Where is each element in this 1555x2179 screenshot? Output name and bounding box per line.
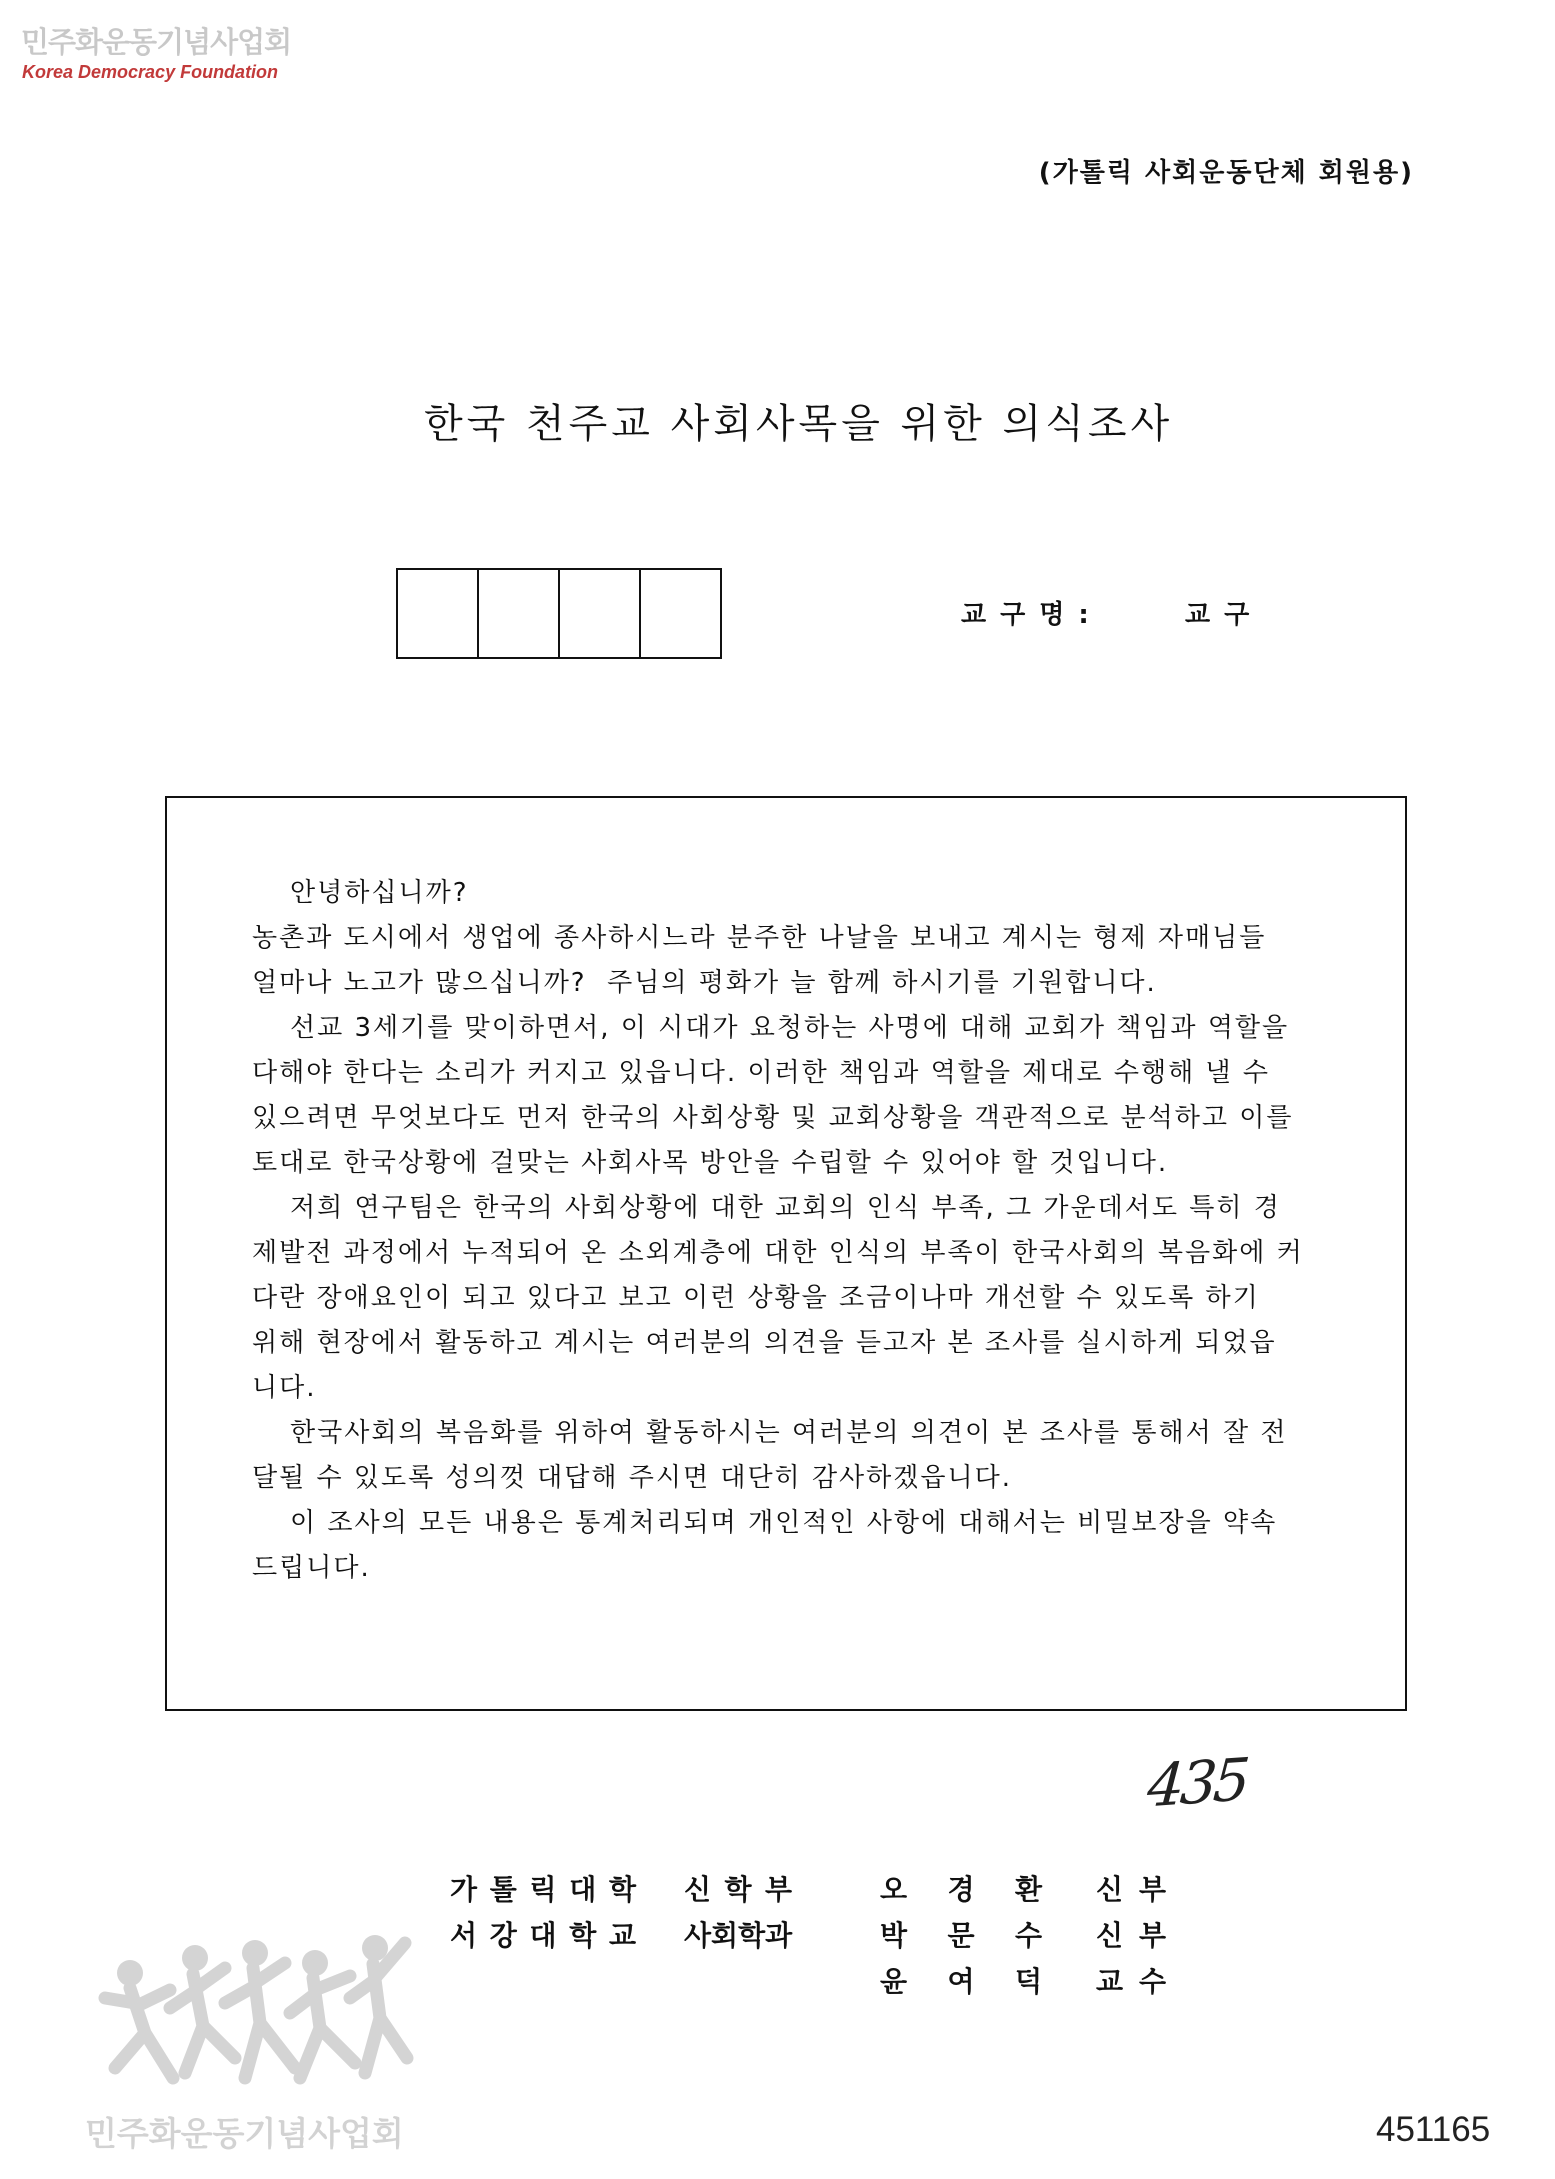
id-code-box bbox=[639, 568, 722, 659]
audience-note: (가톨릭 사회운동단체 회원용) bbox=[1038, 158, 1414, 188]
logo-figure bbox=[290, 1950, 355, 2078]
signatory-row bbox=[450, 1913, 1190, 1959]
watermark-footer-org-name: 민주화운동기념사업회 bbox=[85, 2114, 404, 2153]
id-code-box bbox=[477, 568, 560, 659]
id-code-box bbox=[558, 568, 641, 659]
signatory-institution: 가톨릭대학 bbox=[450, 1873, 649, 1906]
signatory-name: 오경환 bbox=[880, 1873, 1083, 1906]
document-title: 한국 천주교 사회사목을 위한 의식조사 bbox=[424, 401, 1174, 447]
signatory-block bbox=[450, 1867, 1190, 2005]
letter-body bbox=[252, 871, 1372, 1591]
document-number: 451165 bbox=[1376, 2110, 1491, 2149]
signatory-title: 교수 bbox=[1096, 1965, 1182, 1998]
id-code-box bbox=[396, 568, 479, 659]
signatory-row bbox=[450, 1867, 1190, 1913]
letter-line: 다란 장애요인이 되고 있다고 보고 이런 상황을 조금이나마 개선할 수 있도록 하기 bbox=[252, 1283, 1260, 1313]
signatory-name: 박문수 bbox=[880, 1919, 1083, 1952]
diocese-label: 교구명: bbox=[961, 600, 1103, 630]
diocese-suffix: 교구 bbox=[1185, 600, 1264, 630]
letter-line: 선교 3세기를 맞이하면서, 이 시대가 요청하는 사명에 대해 교회가 책임과 역할을 bbox=[290, 1013, 1290, 1043]
letter-line: 다해야 한다는 소리가 커지고 있읍니다. 이러한 책임과 역할을 제대로 수행해 낼 수 bbox=[252, 1058, 1271, 1088]
letter-line: 농촌과 도시에서 생업에 종사하시느라 분주한 나날을 보내고 계시는 형제 자매님들 bbox=[252, 923, 1267, 953]
signatory-department: 신학부 bbox=[684, 1873, 806, 1906]
letter-paragraph bbox=[252, 871, 1372, 1006]
foundation-logo-figures bbox=[85, 1928, 415, 2098]
logo-figure bbox=[350, 1935, 407, 2073]
signatory-department: 사회학과 bbox=[684, 1919, 793, 1952]
id-code-boxes bbox=[396, 568, 722, 659]
letter-line: 위해 현장에서 활동하고 계시는 여러분의 의견을 듣고자 본 조사를 실시하게 되었읍 bbox=[252, 1328, 1277, 1358]
greeting-letter-box bbox=[165, 796, 1407, 1711]
letter-line: 달될 수 있도록 성의껏 대답해 주시면 대단히 감사하겠읍니다. bbox=[252, 1463, 1013, 1493]
signatory-title: 신부 bbox=[1096, 1873, 1182, 1906]
letter-line: 토대로 한국상황에 걸맞는 사회사목 방안을 수립할 수 있어야 할 것입니다. bbox=[252, 1148, 1169, 1178]
letter-line: 저희 연구팀은 한국의 사회상황에 대한 교회의 인식 부족, 그 가운데서도 특히 경 bbox=[290, 1193, 1281, 1223]
letter-line: 있으려면 무엇보다도 먼저 한국의 사회상황 및 교회상황을 객관적으로 분석하고 이를 bbox=[252, 1103, 1294, 1133]
letter-paragraph bbox=[252, 1186, 1372, 1411]
signatory-name: 윤여덕 bbox=[880, 1965, 1083, 1998]
handwritten-number: 435 bbox=[1145, 1745, 1249, 1821]
logo-figure bbox=[105, 1960, 173, 2078]
letter-line: 이 조사의 모든 내용은 통계처리되며 개인적인 사항에 대해서는 비밀보장을 약속 bbox=[290, 1508, 1278, 1538]
watermark-org-name-ko: 민주화운동기념사업회 bbox=[21, 25, 292, 59]
letter-paragraph bbox=[252, 1006, 1372, 1186]
letter-line: 제발전 과정에서 누적되어 온 소외계층에 대한 인식의 부족이 한국사회의 복음화에 커 bbox=[252, 1238, 1304, 1268]
letter-paragraph bbox=[252, 1501, 1372, 1591]
letter-paragraph bbox=[252, 1411, 1372, 1501]
signatory-institution: 서강대학교 bbox=[450, 1919, 649, 1952]
watermark-org-name-en: Korea Democracy Foundation bbox=[22, 62, 279, 82]
letter-line: 한국사회의 복음화를 위하여 활동하시는 여러분의 의견이 본 조사를 통해서 잘 전 bbox=[290, 1418, 1288, 1448]
letter-line: 안녕하십니까? bbox=[290, 878, 469, 908]
letter-line: 얼마나 노고가 많으십니까? 주님의 평화가 늘 함께 하시기를 기원합니다. bbox=[252, 968, 1157, 998]
letter-line: 니다. bbox=[252, 1373, 317, 1403]
letter-line: 드립니다. bbox=[252, 1553, 371, 1583]
signatory-title: 신부 bbox=[1096, 1919, 1182, 1952]
signatory-row bbox=[450, 1959, 1190, 2005]
